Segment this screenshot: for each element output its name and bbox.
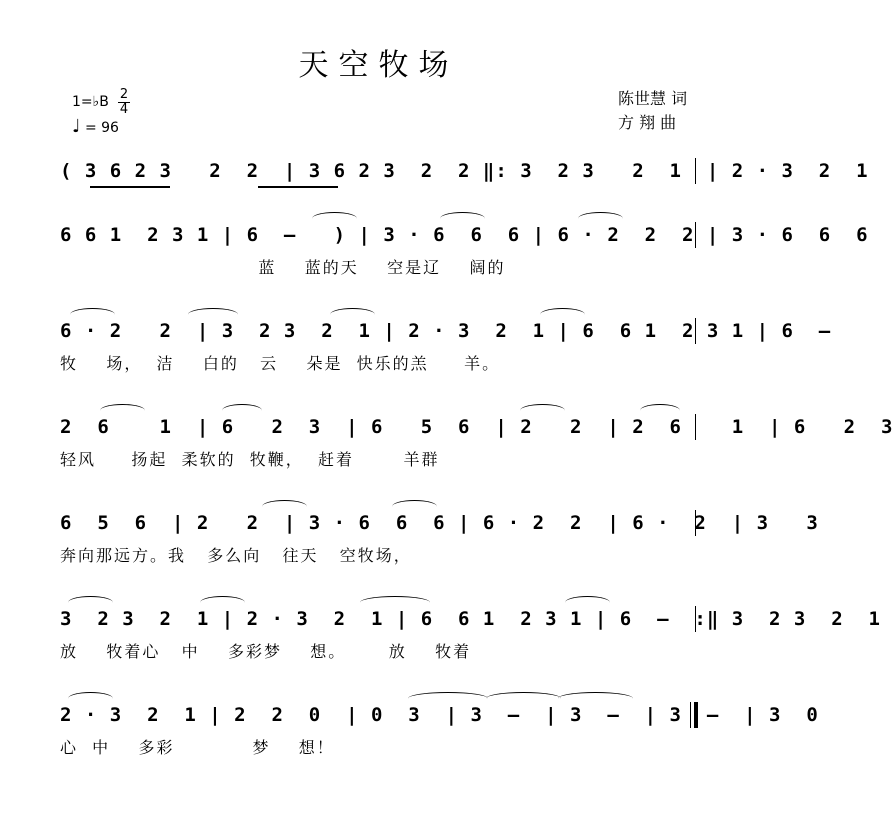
notation-line: 3 2 3 2 1 | 2 · 3 2 1 | 6 6 1 2 3 1 | 6 – :‖ 3 2 3 2 1 [60,608,881,630]
bar-line [695,318,696,344]
lyric-line: 奔向那远方。我 多么向 往天 空牧场， [60,546,412,565]
slur-mark [640,404,680,417]
slur-mark [520,404,565,417]
notation-line: 6 5 6 | 2 2 | 3 · 6 6 6 | 6 · 2 2 | 6 · 2 | 3 3 [60,512,819,534]
slur-mark [440,212,485,225]
lyric-line: 放 牧着心 中 多彩梦 想。 放 牧着 [60,642,472,661]
bar-line [695,510,696,536]
time-top: 2 [119,87,129,102]
slur-mark [70,308,115,321]
key-label: 1=♭B [72,94,109,110]
slur-mark [330,308,375,321]
tempo-value: = 96 [84,120,119,136]
page-title: 天空牧场 [298,48,459,83]
key-signature [72,93,109,111]
slur-mark [578,212,623,225]
slur-mark [100,404,145,417]
slur-mark [68,692,113,705]
slur-mark [222,404,262,417]
composer-credit: 方 翔 曲 [618,113,677,132]
beam-line [90,186,170,188]
slur-mark [565,596,610,609]
lyric-line: 心 中 多彩 梦 想！ [60,738,335,757]
slur-mark [392,500,437,513]
beam-line [258,186,338,188]
slur-mark [200,596,245,609]
quarter-note-icon: ♩ [72,116,81,137]
bar-line [695,414,696,440]
notation-line: 6 6 1 2 3 1 | 6 – ) | 3 · 6 6 6 | 6 · 2 2 2 | 3 · 6 6 6 [60,224,869,246]
lyric-line: 牧 场， 洁 白的 云 朵是 快乐的羔 羊。 [60,354,501,373]
slur-mark [262,500,307,513]
tempo-mark [72,118,119,137]
slur-mark [360,596,430,609]
slur-mark [312,212,357,225]
lyric-line: 蓝 蓝的天 空是辽 阔的 [60,258,506,277]
notation-line: 2 · 3 2 1 | 2 2 0 | 0 3 | 3 – | 3 – | 3 – | 3 0 [60,704,819,726]
lyricist-credit: 陈世慧 词 [618,89,688,108]
lyric-line: 轻风 扬起 柔软的 牧鞭， 赶着 羊群 [60,450,440,469]
tie-mark [558,692,633,705]
slur-mark [188,308,238,321]
slur-mark [68,596,113,609]
time-bottom: 4 [119,102,129,117]
notation-line: 6 · 2 2 | 3 2 3 2 1 | 2 · 3 2 1 | 6 6 1 2 3 1 | 6 – [60,320,832,342]
final-bar-line [690,702,698,728]
notation-line: 2 6 1 | 6 2 3 | 6 5 6 | 2 2 | 2 6 1 | 6 2 3 [60,416,893,438]
time-signature [118,88,130,117]
bar-line [695,222,696,248]
tie-mark [408,692,488,705]
bar-line [695,606,696,632]
slur-mark [540,308,585,321]
bar-line [695,158,696,184]
notation-line: ( 3 6 2 3 2 2 | 3 6 2 3 2 2 ‖: 3 2 3 2 1 | 2 · 3 2 1 [60,160,869,182]
tie-mark [486,692,561,705]
